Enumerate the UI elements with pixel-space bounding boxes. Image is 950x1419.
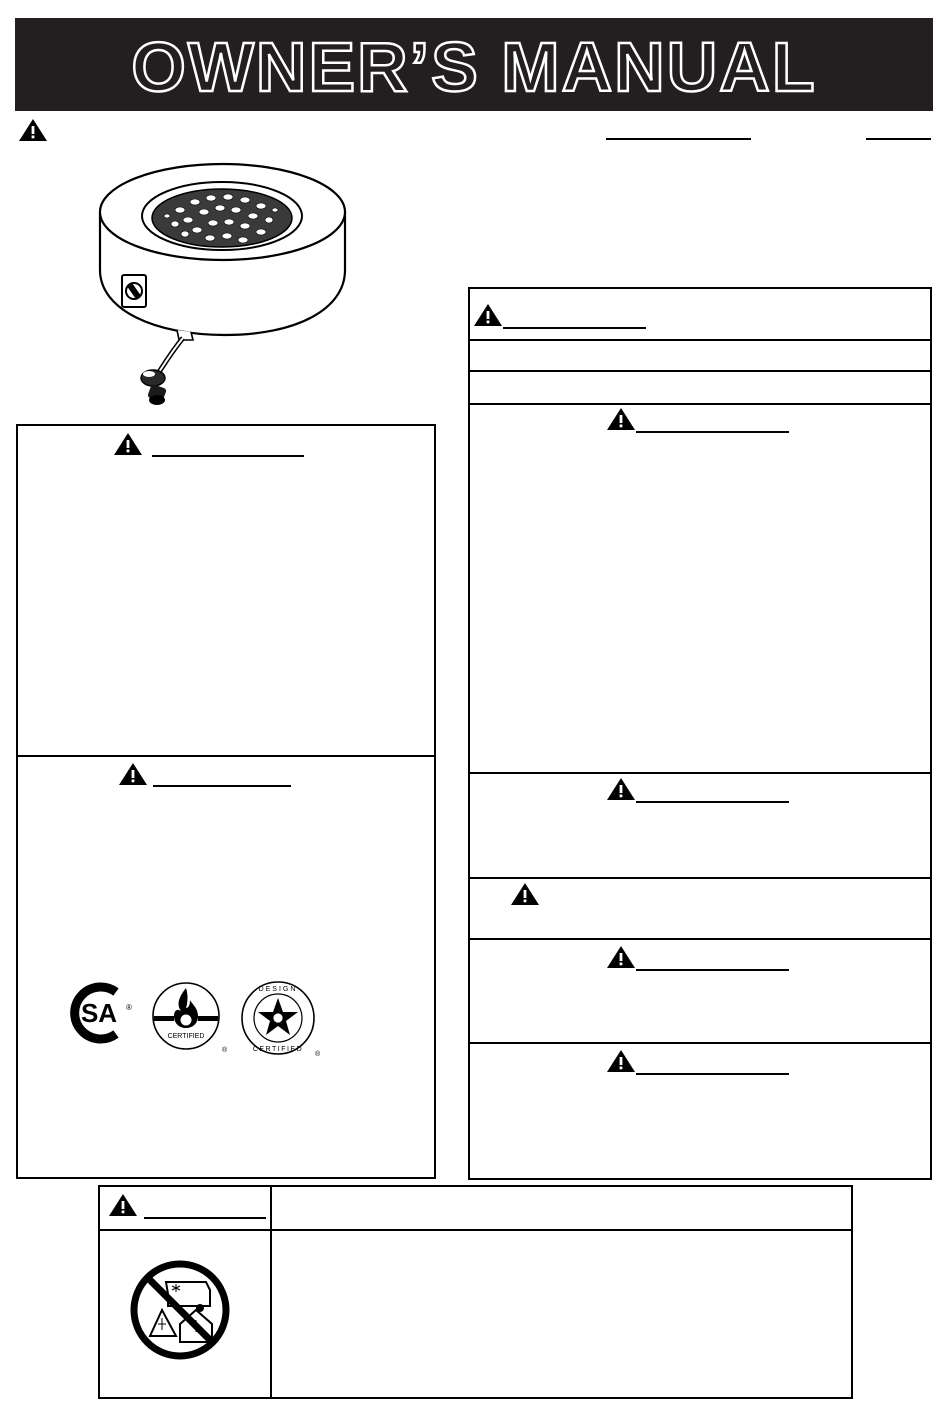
- design-certified-label: CERTIFIED: [252, 1046, 304, 1053]
- warning-triangle-icon: [606, 777, 636, 801]
- left-warnings-box: [16, 424, 436, 1179]
- divider: [18, 755, 434, 757]
- warning-triangle-icon: [108, 1193, 138, 1217]
- csa-certified-seal-icon: [150, 980, 228, 1056]
- heading-underline: [144, 1217, 266, 1219]
- title-banner: [15, 18, 933, 111]
- design-certified-seal-icon: [238, 980, 322, 1060]
- warning-triangle-icon: [113, 432, 143, 456]
- warning-triangle-icon: [118, 762, 148, 786]
- csa-logo-icon: [68, 980, 132, 1046]
- page-title: OWNER’S MANUAL: [131, 28, 817, 106]
- csa-letters: SA: [80, 998, 118, 1028]
- heading-underline: [636, 801, 789, 803]
- heading-underline: [153, 785, 291, 787]
- heading-underline: [503, 327, 646, 329]
- certified-label: CERTIFIED: [167, 1033, 205, 1040]
- fire-pit-illustration: [95, 160, 355, 420]
- no-indoor-use-icon: [128, 1258, 232, 1362]
- page-number-blank: [866, 138, 931, 140]
- warning-triangle-icon: [606, 407, 636, 431]
- warning-triangle-icon: [606, 945, 636, 969]
- warning-triangle-icon: [510, 882, 540, 906]
- warning-triangle-icon: [473, 303, 503, 327]
- design-label: DESIGN: [258, 986, 298, 993]
- svg-text:®: ®: [222, 1047, 228, 1054]
- model-number-blank: [606, 138, 751, 140]
- svg-text:®: ®: [126, 1003, 132, 1012]
- heading-underline: [636, 969, 789, 971]
- svg-text:®: ®: [315, 1051, 321, 1058]
- heading-underline: [152, 455, 304, 457]
- heading-underline: [636, 1073, 789, 1075]
- right-warnings-box: [468, 287, 932, 1180]
- warning-triangle-icon: [606, 1049, 636, 1073]
- heading-underline: [636, 431, 789, 433]
- warning-triangle-icon: [18, 118, 48, 142]
